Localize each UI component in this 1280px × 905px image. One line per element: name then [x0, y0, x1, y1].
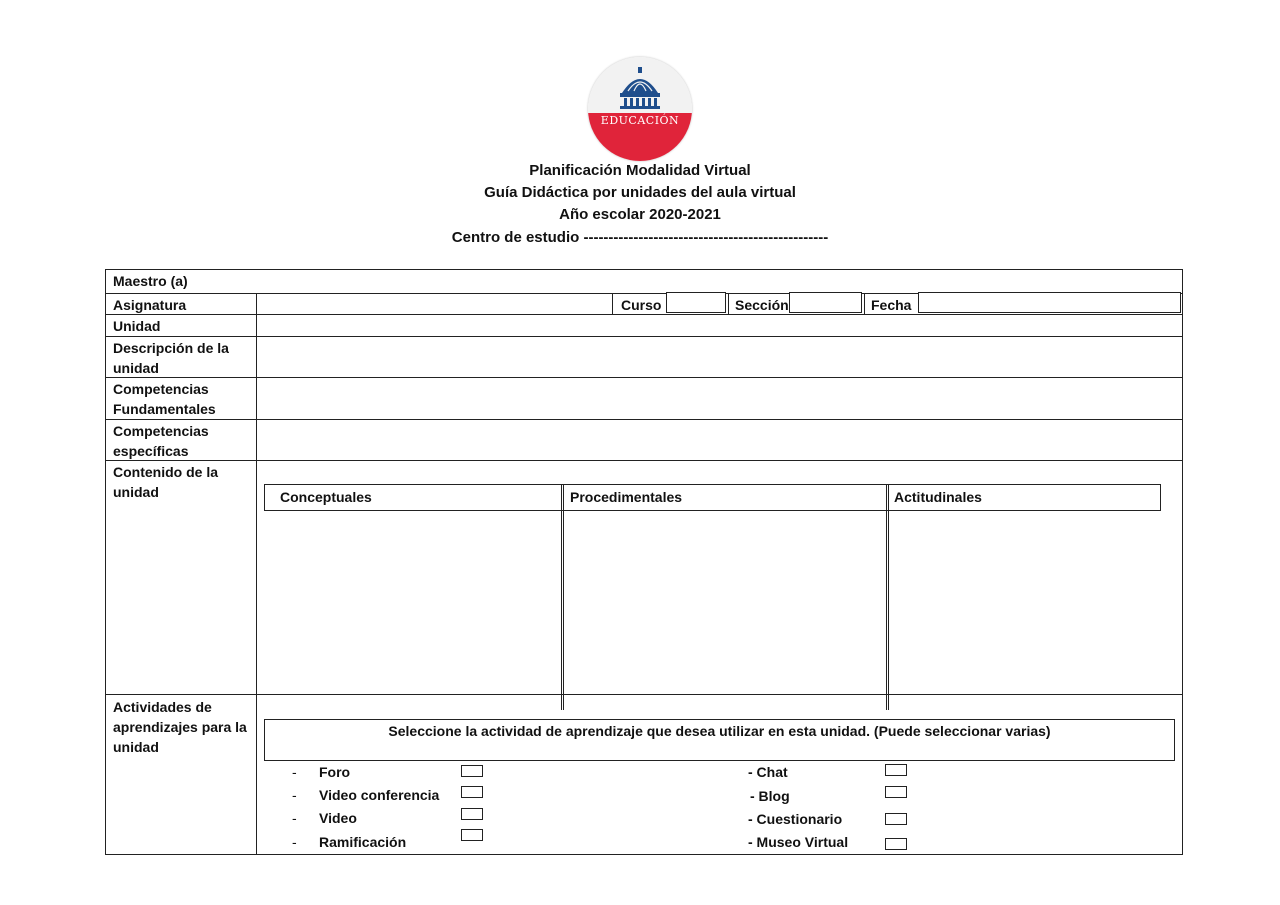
- competencias-especificas-field[interactable]: [257, 420, 1182, 460]
- checkbox-ramificacion[interactable]: [461, 829, 483, 841]
- checkbox-video[interactable]: [461, 808, 483, 820]
- label-competencias-fundamentales: Competencias Fundamentales: [113, 381, 216, 417]
- maestro-field[interactable]: [256, 270, 1182, 293]
- checkbox-blog[interactable]: [885, 786, 907, 798]
- dome-icon: [618, 67, 662, 111]
- checkbox-cuestionario[interactable]: [885, 813, 907, 825]
- col-conceptuales: Conceptuales: [280, 489, 372, 505]
- education-logo: [588, 57, 692, 161]
- checkbox-foro[interactable]: [461, 765, 483, 777]
- option-museo-virtual: - Museo Virtual: [748, 834, 849, 850]
- descripcion-field[interactable]: [257, 337, 1182, 377]
- label-maestro: Maestro (a): [113, 273, 188, 289]
- curso-field[interactable]: [666, 292, 726, 313]
- label-competencias-especificas: Competencias específicas: [113, 423, 209, 459]
- competencias-fundamentales-field[interactable]: [257, 378, 1182, 419]
- option-video-conferencia: Video conferencia: [319, 787, 440, 803]
- option-chat: - Chat: [748, 764, 788, 780]
- option-blog: - Blog: [750, 788, 790, 804]
- label-actividades: Actividades de aprendizajes para la unidad: [113, 699, 247, 755]
- col-procedimentales: Procedimentales: [570, 489, 683, 505]
- title-line-3: Año escolar 2020-2021: [559, 206, 721, 223]
- unidad-field[interactable]: [257, 315, 1182, 336]
- title-line-2: Guía Didáctica por unidades del aula virtual: [484, 184, 796, 201]
- seccion-field[interactable]: [789, 292, 862, 313]
- option-video: Video: [319, 810, 357, 826]
- contenido-header-row: [264, 484, 1161, 511]
- title-line-1: Planificación Modalidad Virtual: [529, 162, 751, 179]
- label-asignatura: Asignatura: [113, 297, 187, 313]
- option-cuestionario: - Cuestionario: [748, 811, 843, 827]
- checkbox-video-conferencia[interactable]: [461, 786, 483, 798]
- label-curso: Curso: [621, 297, 662, 313]
- checkbox-museo-virtual[interactable]: [885, 838, 907, 850]
- bullet: -: [292, 787, 297, 803]
- logo-text: EDUCACIÓN: [600, 114, 680, 127]
- label-unidad: Unidad: [113, 318, 161, 334]
- option-ramificacion: Ramificación: [319, 834, 407, 850]
- label-seccion: Sección: [735, 297, 789, 313]
- title-line-4: Centro de estudio -------------------------------------------------: [451, 229, 829, 246]
- procedimentales-field[interactable]: [565, 512, 885, 692]
- actitudinales-field[interactable]: [890, 512, 1180, 692]
- checkbox-chat[interactable]: [885, 764, 907, 776]
- label-contenido: Contenido de la unidad: [113, 464, 218, 500]
- option-foro: Foro: [319, 764, 351, 780]
- asignatura-field[interactable]: [257, 294, 612, 314]
- bullet: -: [292, 764, 297, 780]
- bullet: -: [292, 810, 297, 826]
- label-descripcion: Descripción de la unidad: [113, 340, 229, 376]
- fecha-field[interactable]: [918, 292, 1181, 313]
- bullet: -: [292, 834, 297, 850]
- conceptuales-field[interactable]: [265, 512, 560, 692]
- col-actitudinales: Actitudinales: [894, 489, 982, 505]
- label-fecha: Fecha: [871, 297, 912, 313]
- instruction-text: Seleccione la actividad de aprendizaje que desea utilizar en esta unidad. (Puede seleccionar varias): [388, 723, 1051, 739]
